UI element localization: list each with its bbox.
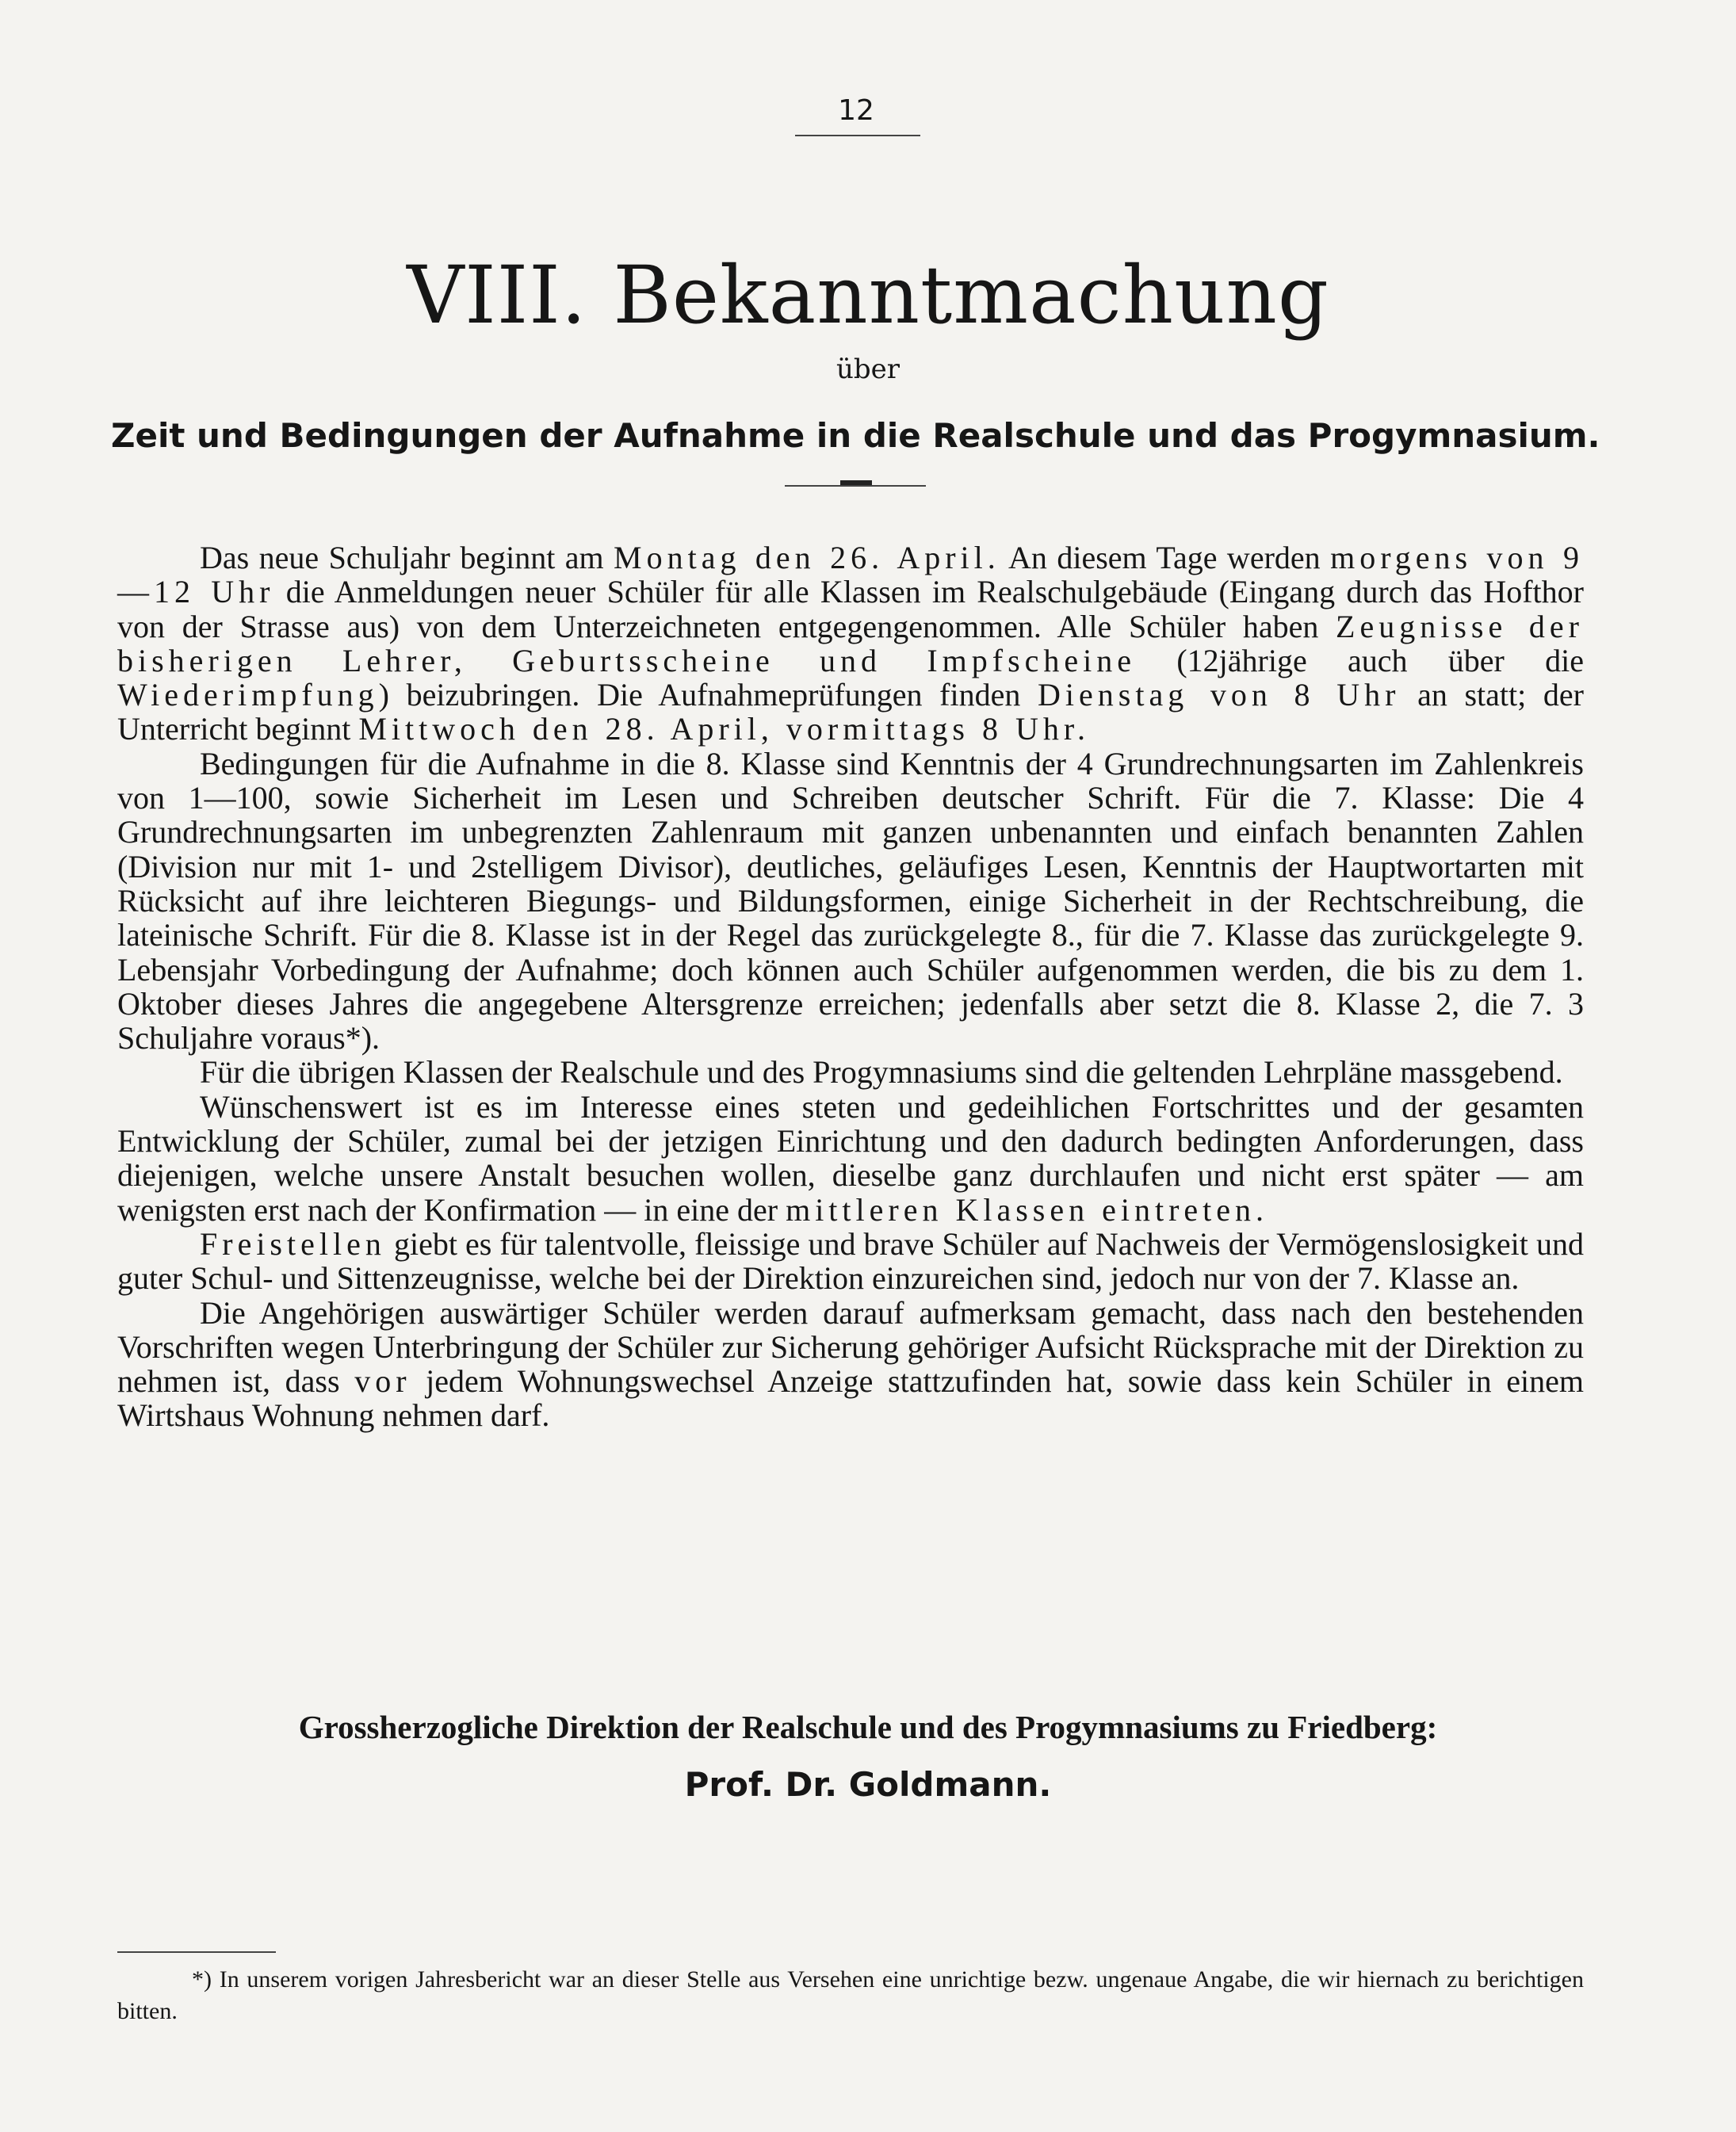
paragraph-free-places xyxy=(117,1227,1584,1296)
text-run: Wünschenswert ist es im Interesse eines steten und gedeihlichen Fortschrittes und der gesamten Entwicklung der Schüler, zumal bei der jetzigen Einrichtung und den dadurch bedingten Anforderungen, dass diejenigen, welche unsere Anstalt besuchen wollen, dieselbe ganz durchlaufen und nicht erst später — am wenigsten erst nach der Konfirmation — in eine der xyxy=(117,1088,1584,1228)
text-run: die Anmeldungen neuer Schüler für alle Klassen im Realschulgebäude (Eingang durch das Hofthor von der Strasse aus) von dem Unterzeichneten entgegengenommen. Alle Schüler haben xyxy=(117,574,1584,644)
paragraph-recommendation xyxy=(117,1090,1584,1227)
title-connector: über xyxy=(835,353,901,385)
page-number: 12 xyxy=(838,94,874,127)
spaced-text-run: Mittwoch den 28. April, vormittags 8 Uhr. xyxy=(358,711,1090,747)
spaced-text-run: mittleren Klassen eintreten. xyxy=(786,1191,1269,1228)
paragraph-external-students xyxy=(117,1296,1584,1433)
signature-institution: Grossherzogliche Direktion der Realschule und des Progymnasiums zu Friedberg: xyxy=(298,1709,1438,1745)
paragraph-admission-conditions: Bedingungen für die Aufnahme in die 8. Klasse sind Kenntnis der 4 Grundrechnungsarten im Zahlenkreis von 1—100, sowie Sicherheit im Lesen und Schreiben deutscher Schrift. Für die 7. Klasse: Die 4 Grundrechnungsarten im unbegrenzten Zahlenraum mit ganzen unbenannten und einfach benannten Zahlen (Division nur mit 1- und 2stelligem Divisor), deutliches, geläufiges Lesen, Kenntnis der Hauptwortarten mit Rücksicht auf ihre leichteren Biegungs- und Bildungsformen, einige Sicherheit in der Rechtschreibung, die lateinische Schrift. Für die 8. Klasse ist in der Regel das zurückgelegte 8., für die 7. Klasse das zurückgelegte 9. Lebensjahr Vorbedingung der Aufnahme; doch können auch Schüler aufgenommen werden, die bis zu dem 1. Oktober dieses Jahres die angegebene Altersgrenze erreichen; jedenfalls aber setzt die 8. Klasse 2, die 7. 3 Schuljahre voraus*). xyxy=(117,745,1584,1056)
subtitle-rule xyxy=(785,485,926,487)
text-run: jedem Wohnungswechsel Anzeige stattzufinden hat, sowie dass kein Schüler in einem Wirtshaus Wohnung nehmen darf. xyxy=(117,1363,1584,1434)
footnote: *) In unserem vorigen Jahresbericht war an dieser Stelle aus Versehen eine unrichtige bezw. ungenaue Angabe, die wir hiernach zu berichtigen bitten. xyxy=(117,1966,1584,2024)
signature-name: Prof. Dr. Goldmann. xyxy=(684,1765,1052,1804)
footnote-rule xyxy=(117,1951,276,1953)
paragraph-other-classes: Für die übrigen Klassen der Realschule und des Progymnasiums sind die geltenden Lehrpläne massgebend. xyxy=(200,1054,1563,1091)
page-title: VIII. Bekanntmachung xyxy=(407,249,1329,342)
text-run: ) beizubringen. Die Aufnahmeprüfungen finden xyxy=(378,677,1038,713)
subtitle-rule-mark xyxy=(840,480,872,485)
spaced-text-run: Zeugnisse der bisherigen Lehrer, Geburtsscheine und Impfscheine xyxy=(117,608,1584,678)
text-run: An diesem Tage werden xyxy=(1000,540,1331,575)
text-run: an statt; der Unterricht beginnt xyxy=(117,677,1584,747)
paragraph-schedule xyxy=(117,541,1584,747)
spaced-text-run: Montag den 26. April. xyxy=(614,540,1000,575)
text-run: Das neue Schuljahr beginnt am xyxy=(200,540,614,575)
spaced-text-run: morgens von 9—12 Uhr xyxy=(117,540,1584,610)
spaced-text-run: Freistellen xyxy=(200,1225,386,1262)
text-run: (12jährige auch über die xyxy=(1136,642,1584,678)
spaced-text-run: Dienstag von 8 Uhr xyxy=(1038,677,1401,713)
text-run: giebt es für talentvolle, fleissige und brave Schüler auf Nachweis der Vermögenslosigkeit und guter Schul- und Sittenzeugnisse, welche bei der Direktion einzureichen sind, jedoch nur von der 7. Klasse an. xyxy=(117,1225,1584,1297)
page-number-rule xyxy=(795,135,920,136)
announcement-body xyxy=(117,541,1584,1433)
text-run: Die Angehörigen auswärtiger Schüler werden darauf aufmerksam gemacht, dass nach den bestehenden Vorschriften wegen Unterbringung der Schüler zur Sicherung gehöriger Aufsicht Rücksprache mit der Direktion zu nehmen ist, dass xyxy=(117,1294,1584,1400)
spaced-text-run: Wiederimpfung xyxy=(117,677,379,713)
page-subtitle: Zeit und Bedingungen der Aufnahme in die Realschule und das Progymnasium. xyxy=(111,416,1600,455)
spaced-text-run: vor xyxy=(354,1363,411,1400)
